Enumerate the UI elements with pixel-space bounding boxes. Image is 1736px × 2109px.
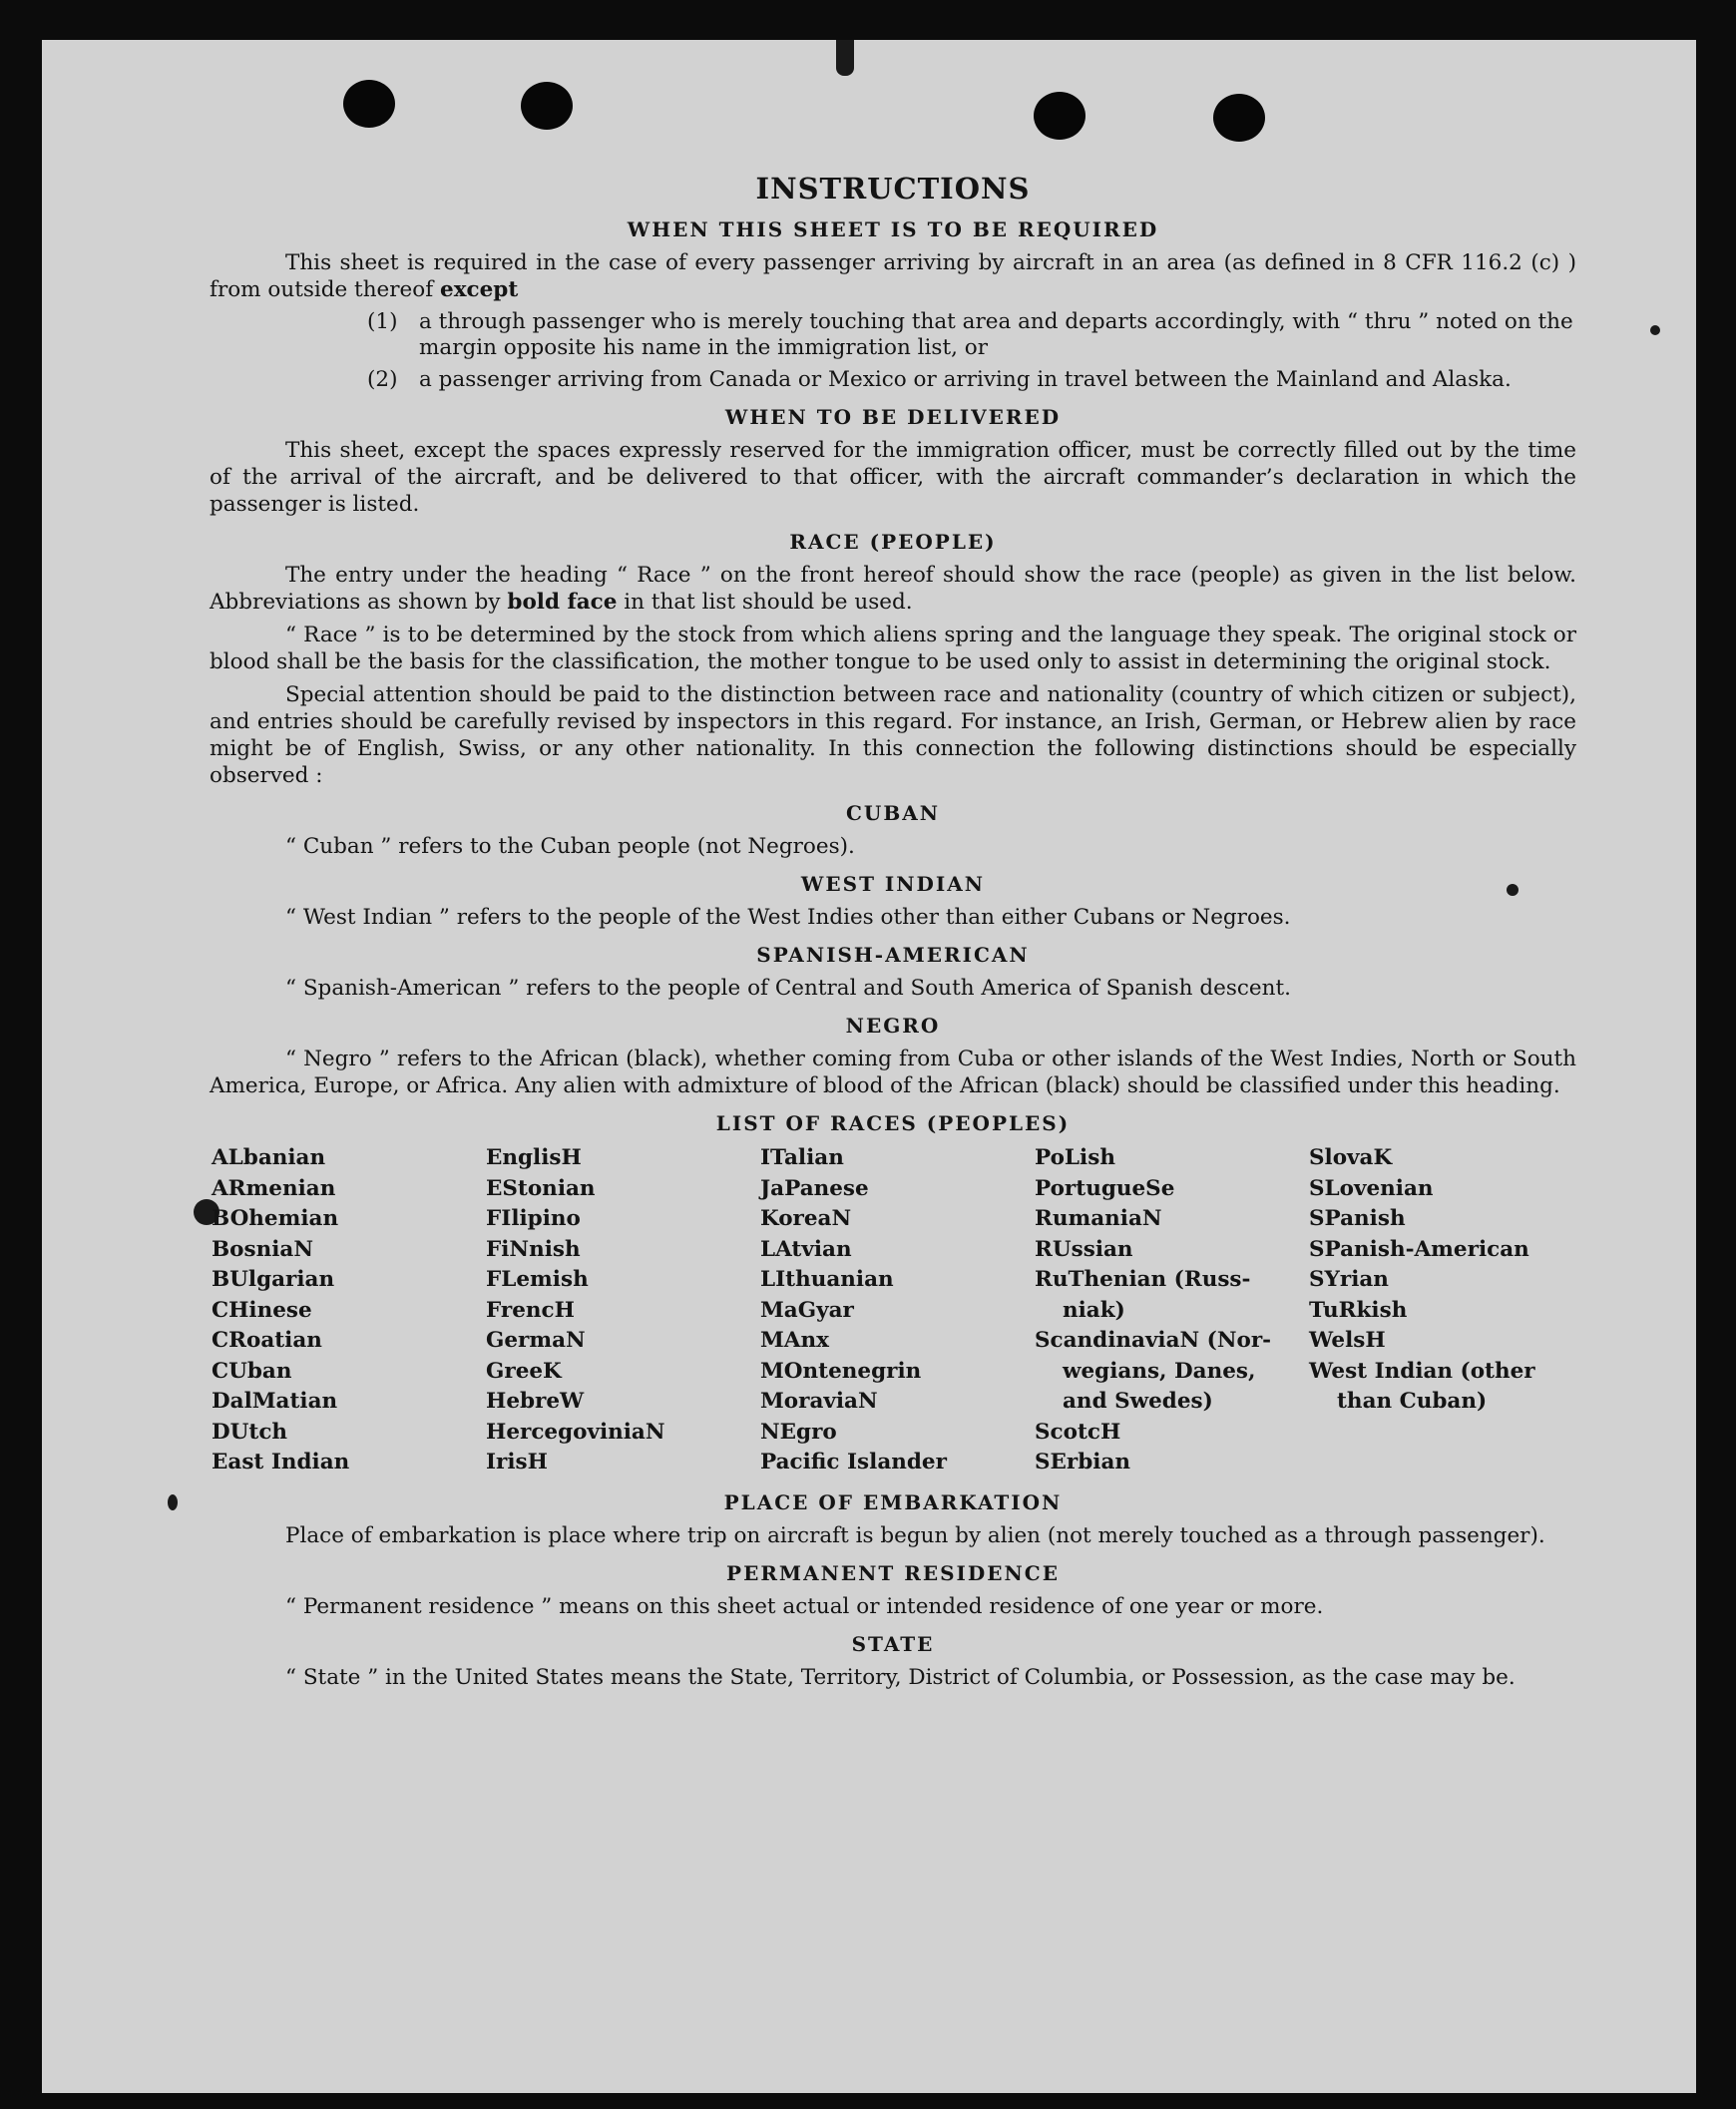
required-item bbox=[367, 367, 1576, 393]
section-heading-residence: PERMANENT RESIDENCE bbox=[726, 1560, 1060, 1585]
race-column-1 bbox=[212, 1143, 479, 1478]
race-entry: IrisH bbox=[486, 1450, 548, 1475]
cuban-text: “ Cuban ” refers to the Cuban people (not Negroes). bbox=[285, 834, 855, 859]
race-entry: ScandinaviaN (Nor- bbox=[1035, 1328, 1272, 1353]
instructions-content bbox=[210, 172, 1576, 1697]
residence-text: “ Permanent residence ” means on this sheet actual or intended residence of one year or more. bbox=[285, 1593, 1324, 1619]
race-entry: SPanish-American bbox=[1309, 1236, 1529, 1262]
race-entry: RUssian bbox=[1035, 1236, 1133, 1262]
required-item bbox=[367, 309, 1576, 361]
race-entry: DalMatian bbox=[212, 1389, 338, 1414]
ink-speck bbox=[1650, 325, 1660, 335]
section-heading-required: WHEN THIS SHEET IS TO BE REQUIRED bbox=[627, 217, 1159, 241]
race-paragraph-3: Special attention should be paid to the distinction between race and nationality (country of which citizen or subject), and entries should be carefully revised by inspectors in this regard. For instance, an Irish, German, or Hebrew alien by race might be of English, Swiss, or any other nationality. In this connection the following distinctions should be especially observed : bbox=[210, 682, 1576, 788]
race-entry: SlovaK bbox=[1309, 1145, 1393, 1170]
race-entry: DUtch bbox=[212, 1419, 288, 1445]
race-column-4 bbox=[1035, 1143, 1302, 1478]
race-entry: East Indian bbox=[212, 1450, 350, 1475]
race-entry: FrencH bbox=[486, 1297, 575, 1323]
race-list bbox=[212, 1143, 1576, 1478]
section-heading-negro: NEGRO bbox=[845, 1014, 941, 1038]
punch-hole bbox=[1034, 92, 1085, 140]
west-indian-text: “ West Indian ” refers to the people of the West Indies other than either Cubans or Negroes. bbox=[285, 905, 1291, 930]
race-entry: ScotcH bbox=[1035, 1419, 1121, 1445]
race-entry: BOhemian bbox=[212, 1206, 339, 1231]
race-entry: SYrian bbox=[1309, 1267, 1389, 1292]
race-entry: GreeK bbox=[486, 1358, 562, 1384]
punch-hole bbox=[343, 80, 395, 128]
race-entry: FLemish bbox=[486, 1267, 589, 1292]
race-paragraph-2: “ Race ” is to be determined by the stock from which aliens spring and the language they speak. The original stock or blood shall be the basis for the classification, the mother tongue to be used only to assist in determining the original stock. bbox=[210, 623, 1576, 674]
race-p1-start: The entry under the heading “ Race ” on the front hereof should show the race (people) as given in the list below. Abbreviations as shown by bbox=[210, 563, 1576, 615]
race-entry-continuation: niak) bbox=[1063, 1297, 1125, 1323]
race-entry: JaPanese bbox=[760, 1175, 869, 1201]
item-number: (1) bbox=[367, 309, 398, 334]
punch-hole bbox=[521, 82, 573, 130]
section-heading-west-indian: WEST INDIAN bbox=[800, 872, 986, 896]
race-entry: PoLish bbox=[1035, 1145, 1115, 1170]
race-entry-continuation: than Cuban) bbox=[1337, 1389, 1488, 1414]
page-title: INSTRUCTIONS bbox=[755, 172, 1031, 206]
race-entry: CHinese bbox=[212, 1297, 312, 1323]
required-intro-text: This sheet is required in the case of every passenger arriving by aircraft in an area (as defined in 8 CFR 116.2 (c) ) from outside thereof bbox=[210, 250, 1576, 302]
race-entry: SErbian bbox=[1035, 1450, 1131, 1475]
required-intro bbox=[210, 249, 1576, 303]
race-column-3 bbox=[760, 1143, 1028, 1478]
race-entry: LIthuanian bbox=[760, 1267, 894, 1292]
section-heading-delivered: WHEN TO BE DELIVERED bbox=[724, 405, 1062, 429]
race-entry: West Indian (other bbox=[1309, 1358, 1535, 1384]
race-column-2 bbox=[486, 1143, 753, 1478]
race-p1-bold: bold face bbox=[507, 590, 618, 615]
race-entry: BosniaN bbox=[212, 1236, 313, 1262]
negro-text: “ Negro ” refers to the African (black), whether coming from Cuba or other islands of the West Indies, North or South America, Europe, or Africa. Any alien with admixture of blood of the African (black) should be classified under this heading. bbox=[210, 1047, 1576, 1098]
race-entry: SPanish bbox=[1309, 1206, 1406, 1231]
ink-speck bbox=[168, 1494, 178, 1510]
section-heading-spanish-american: SPANISH-AMERICAN bbox=[756, 943, 1030, 967]
race-column-5 bbox=[1309, 1143, 1576, 1478]
race-entry: Pacific Islander bbox=[760, 1450, 947, 1475]
race-p1-end: in that list should be used. bbox=[624, 590, 913, 615]
race-entry: HercegoviniaN bbox=[486, 1419, 665, 1445]
section-heading-race: RACE (PEOPLE) bbox=[789, 530, 997, 554]
race-entry: NEgro bbox=[760, 1419, 837, 1445]
race-entry: CUban bbox=[212, 1358, 292, 1384]
race-paragraph-1 bbox=[210, 562, 1576, 616]
required-intro-bold: except bbox=[440, 277, 519, 302]
race-entry: KoreaN bbox=[760, 1206, 852, 1231]
embarkation-text: Place of embarkation is place where trip on aircraft is begun by alien (not merely touched as a through passenger). bbox=[285, 1522, 1545, 1548]
item-text: a through passenger who is merely touching that area and departs accordingly, with “ thru ” noted on the margin opposite his name in the immigration list, or bbox=[419, 309, 1573, 360]
race-entry: SLovenian bbox=[1309, 1175, 1434, 1201]
race-entry: RumaniaN bbox=[1035, 1206, 1162, 1231]
race-entry: MOntenegrin bbox=[760, 1358, 922, 1384]
race-entry: LAtvian bbox=[760, 1236, 852, 1262]
item-number: (2) bbox=[367, 367, 398, 392]
race-entry: HebreW bbox=[486, 1389, 585, 1414]
race-entry-continuation: wegians, Danes, bbox=[1063, 1358, 1256, 1384]
race-entry: WelsH bbox=[1309, 1328, 1386, 1353]
race-entry-continuation: and Swedes) bbox=[1063, 1389, 1213, 1414]
race-entry: TuRkish bbox=[1309, 1297, 1408, 1323]
race-entry: EStonian bbox=[486, 1175, 596, 1201]
race-entry: PortugueSe bbox=[1035, 1175, 1175, 1201]
race-entry: ARmenian bbox=[212, 1175, 336, 1201]
punch-hole bbox=[1213, 94, 1265, 142]
race-entry: ITalian bbox=[760, 1145, 844, 1170]
delivered-text: This sheet, except the spaces expressly reserved for the immigration officer, must be correctly filled out by the time of the arrival of the aircraft, and be delivered to that officer, with the aircraft commander’s declaration in which the passenger is listed. bbox=[210, 438, 1576, 517]
race-entry: EnglisH bbox=[486, 1145, 582, 1170]
race-entry: BUlgarian bbox=[212, 1267, 335, 1292]
race-entry: MaGyar bbox=[760, 1297, 854, 1323]
race-entry: MoraviaN bbox=[760, 1389, 878, 1414]
race-entry: CRoatian bbox=[212, 1328, 322, 1353]
race-entry: GermaN bbox=[486, 1328, 586, 1353]
spanish-american-text: “ Spanish-American ” refers to the people of Central and South America of Spanish descent. bbox=[285, 976, 1291, 1001]
race-entry: ALbanian bbox=[212, 1145, 326, 1170]
race-entry: FIlipino bbox=[486, 1206, 581, 1231]
section-heading-list-of-races: LIST OF RACES (PEOPLES) bbox=[715, 1111, 1071, 1135]
race-entry: RuThenian (Russ- bbox=[1035, 1267, 1251, 1292]
section-heading-cuban: CUBAN bbox=[845, 801, 941, 825]
section-heading-state: STATE bbox=[851, 1631, 935, 1656]
section-heading-embarkation: PLACE OF EMBARKATION bbox=[723, 1489, 1063, 1514]
state-text: “ State ” in the United States means the State, Territory, District of Columbia, or Possession, as the case may be. bbox=[285, 1664, 1516, 1690]
document-sheet bbox=[42, 40, 1696, 2093]
race-entry: MAnx bbox=[760, 1328, 829, 1353]
item-text: a passenger arriving from Canada or Mexico or arriving in travel between the Mainland and Alaska. bbox=[419, 367, 1512, 392]
ink-speck bbox=[836, 40, 854, 76]
race-entry: FiNnish bbox=[486, 1236, 581, 1262]
